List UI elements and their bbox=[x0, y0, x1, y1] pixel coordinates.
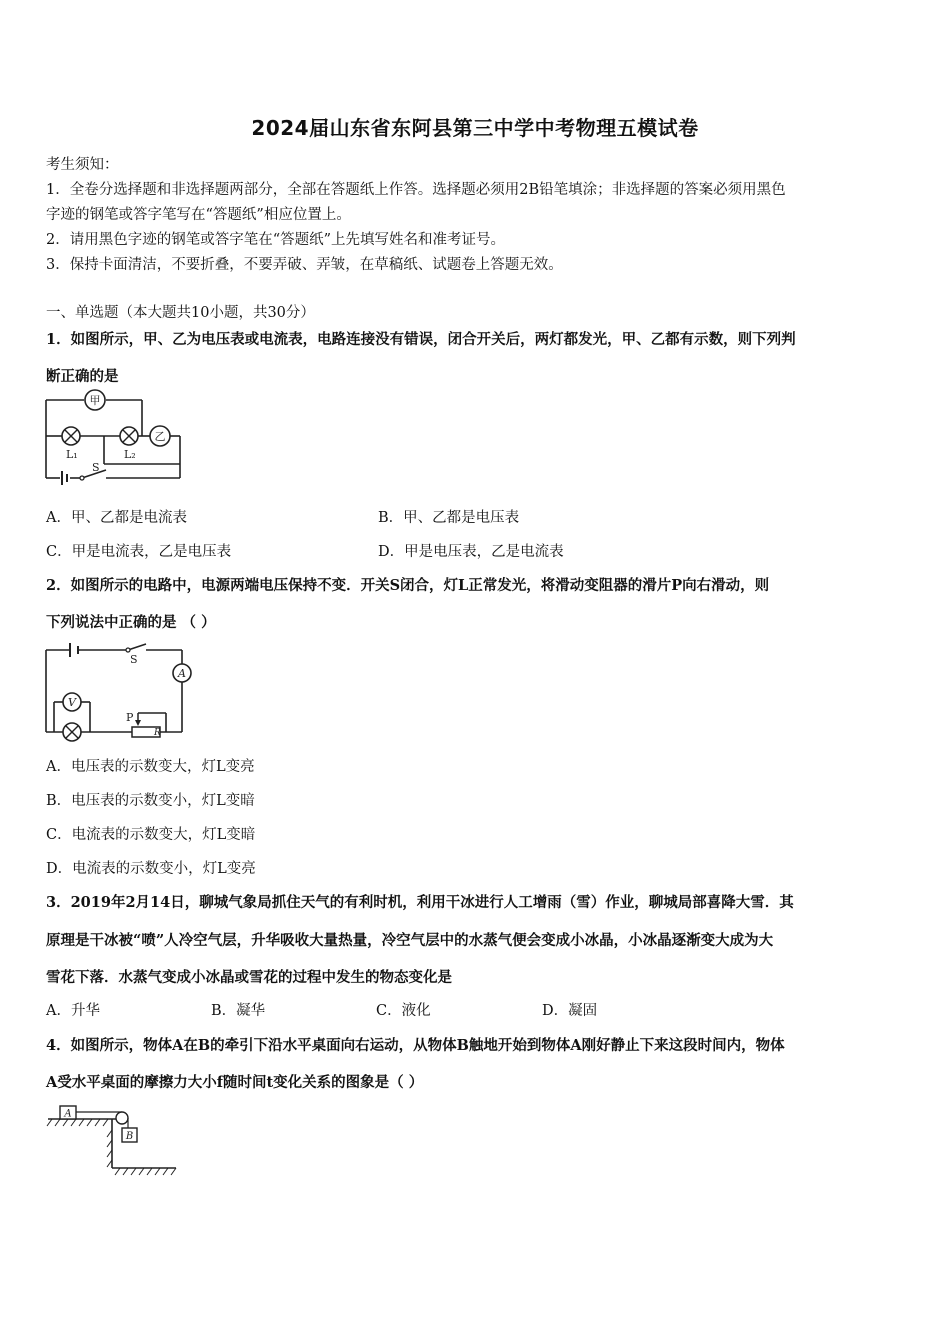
q2-voltmeter-label: V bbox=[68, 696, 76, 709]
q3-option-c: C．液化 bbox=[376, 1003, 431, 1019]
q2-switch-label: S bbox=[130, 653, 138, 666]
q3-stem: 雪花下落．水蒸气变成小冰晶或雪花的过程中发生的物态变化是 bbox=[46, 969, 452, 986]
q2-stem: 下列说法中正确的是 （ ） bbox=[46, 614, 216, 631]
q3-option-b: B．凝华 bbox=[211, 1003, 266, 1019]
q2-ammeter-label: A bbox=[178, 667, 186, 680]
q1-option-b: B．甲、乙都是电压表 bbox=[378, 510, 520, 526]
notice-line: 3．保持卡面清洁，不要折叠，不要弄破、弄皱，在草稿纸、试题卷上答题无效。 bbox=[46, 257, 563, 273]
notice-line: 2．请用黑色字迹的钢笔或答字笔在“答题纸”上先填写姓名和准考证号。 bbox=[46, 232, 506, 248]
page-title: 2024届山东省东阿县第三中学中考物理五模试卷 bbox=[251, 116, 699, 140]
q1-option-c: C．甲是电流表，乙是电压表 bbox=[46, 544, 232, 560]
q4-stem: 4．如图所示，物体A在B的牵引下沿水平桌面向右运动，从物体B触地开始到物体A刚好静止下来这段时间内，物体 bbox=[46, 1037, 785, 1054]
q4-pulley-diagram bbox=[44, 1100, 180, 1176]
notice-line: 1．全卷分选择题和非选择题两部分，全部在答题纸上作答。选择题必须用2B铅笔填涂；非选择题的答案必须用黑色 bbox=[46, 182, 786, 198]
q2-option-c: C．电流表的示数变大，灯L变暗 bbox=[46, 827, 256, 843]
q2-option-d: D．电流表的示数变小，灯L变亮 bbox=[46, 861, 256, 877]
q1-stem: 断正确的是 bbox=[46, 368, 119, 385]
q1-circuit-diagram bbox=[42, 392, 184, 496]
q2-option-a: A．电压表的示数变大，灯L变亮 bbox=[46, 759, 255, 775]
q4-block-a-label: A bbox=[64, 1108, 72, 1120]
q4-block-b-label: B bbox=[125, 1131, 134, 1142]
section-heading: 一、单选题（本大题共10小题，共30分） bbox=[46, 305, 315, 321]
notice-heading: 考生须知： bbox=[46, 157, 119, 173]
q1-option-a: A．甲、乙都是电流表 bbox=[46, 510, 187, 526]
q1-meter-jia-label: 甲 bbox=[89, 394, 101, 407]
q1-option-d: D．甲是电压表，乙是电流表 bbox=[378, 544, 564, 560]
q1-lamp1-label: L₁ bbox=[66, 448, 78, 461]
q1-meter-yi-label: 乙 bbox=[154, 430, 166, 443]
q4-stem: A受水平桌面的摩擦力大小f随时间t变化关系的图象是（ ） bbox=[46, 1074, 424, 1091]
q1-lamp2-label: L₂ bbox=[124, 448, 136, 461]
notice-line: 字迹的钢笔或答字笔写在“答题纸”相应位置上。 bbox=[46, 207, 351, 223]
q3-stem: 3．2019年2月14日，聊城气象局抓住天气的有利时机，利用干冰进行人工增雨（雪）作业，聊城局部喜降大雪．其 bbox=[46, 894, 794, 911]
q3-option-a: A．升华 bbox=[46, 1003, 100, 1019]
q2-resistor-label: R bbox=[154, 728, 161, 738]
q1-stem: 1．如图所示，甲、乙为电压表或电流表，电路连接没有错误，闭合开关后，两灯都发光，甲、乙都有示数，则下列判 bbox=[46, 331, 796, 348]
q1-switch-label: S bbox=[92, 461, 100, 474]
q3-option-d: D．凝固 bbox=[542, 1003, 598, 1019]
q2-stem: 2．如图所示的电路中，电源两端电压保持不变．开关S闭合，灯L正常发光，将滑动变阻器的滑片P向右滑动，则 bbox=[46, 577, 770, 594]
q2-slider-label: P bbox=[126, 711, 134, 724]
q3-stem: 原理是干冰被“喷”人冷空气层，升华吸收大量热量，冷空气层中的水蒸气便会变成小冰晶，小冰晶逐渐变大成为大 bbox=[46, 932, 774, 949]
q2-option-b: B．电压表的示数变小，灯L变暗 bbox=[46, 793, 255, 809]
q2-circuit-diagram bbox=[42, 640, 194, 744]
